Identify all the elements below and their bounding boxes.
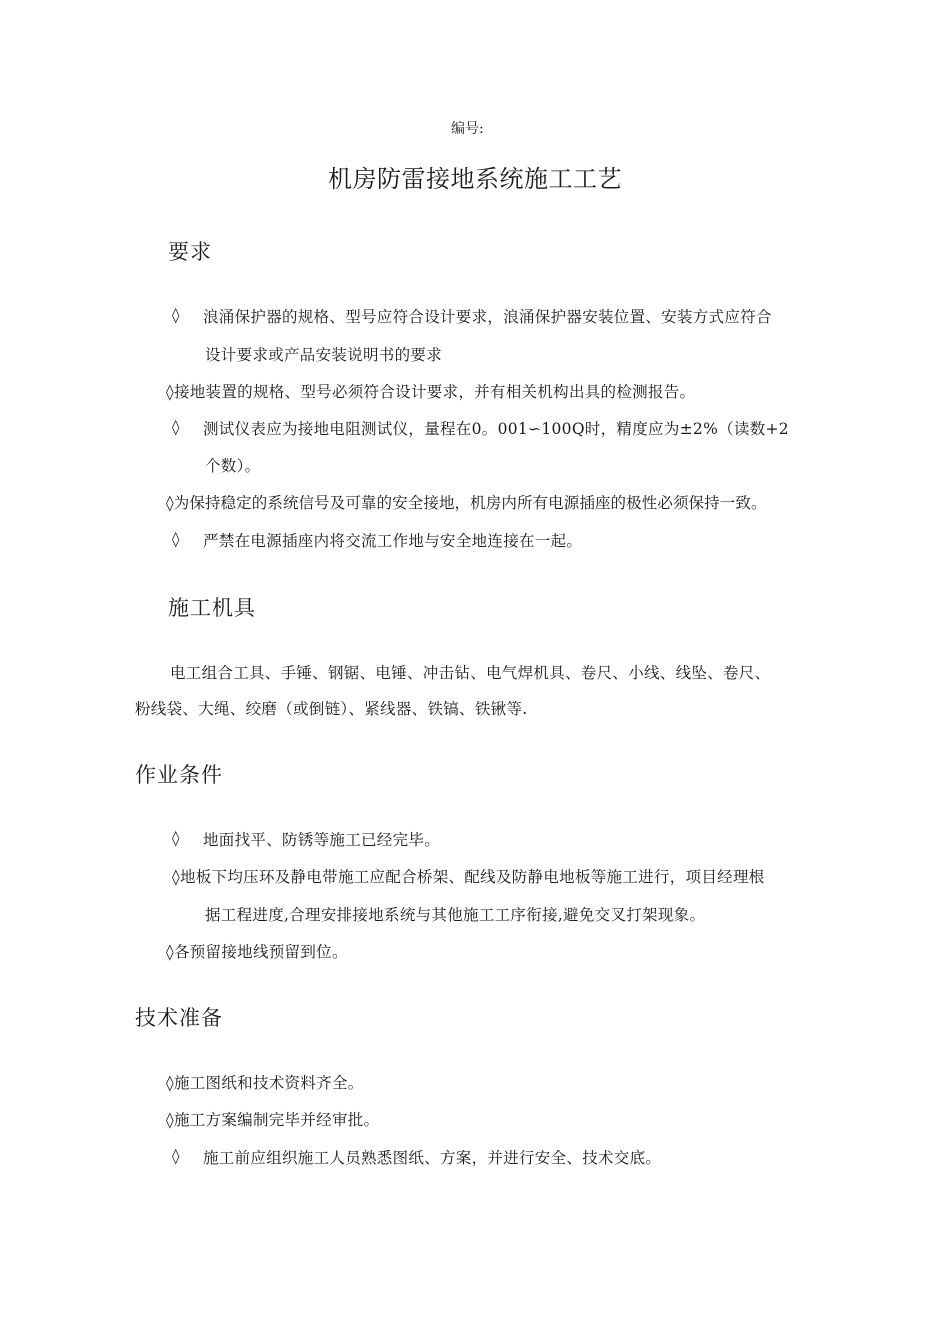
condition-item-3: ◊各预留接地线预留到位。 <box>166 943 348 961</box>
bullet-icon: ◊ <box>172 1147 180 1165</box>
bullet-icon: ◊ <box>172 306 180 324</box>
requirement-item-1-line-1: 浪涌保护器的规格、型号应符合设计要求，浪涌保护器安装位置、安装方式应符合 <box>203 308 772 326</box>
section-heading-tech-prep: 技术准备 <box>135 1006 223 1030</box>
tools-text-line-2: 粉线袋、大绳、绞磨（或倒链）、紧线器、铁镐、铁锹等. <box>135 700 528 718</box>
tech-prep-item-2: ◊施工方案编制完毕并经审批。 <box>166 1111 380 1129</box>
tech-prep-item-1: ◊施工图纸和技术资料齐全。 <box>166 1074 364 1092</box>
requirement-item-2: ◊接地装置的规格、型号必须符合设计要求，并有相关机构出具的检测报告。 <box>166 383 696 401</box>
document-number-label: 编号: <box>451 121 484 137</box>
requirement-item-5: 严禁在电源插座内将交流工作地与安全地连接在一起。 <box>203 532 583 550</box>
page-title: 机房防雷接地系统施工工艺 <box>328 165 622 193</box>
requirement-item-3-line-1: 测试仪表应为接地电阻测试仪，量程在0。001∽100Q时，精度应为±2%（读数+2 <box>203 420 789 438</box>
section-heading-tools: 施工机具 <box>168 596 256 620</box>
section-heading-conditions: 作业条件 <box>135 763 223 787</box>
requirement-item-1-line-2: 设计要求或产品安装说明书的要求 <box>205 346 443 364</box>
section-heading-requirements: 要求 <box>168 240 212 264</box>
bullet-icon: ◊ <box>172 418 180 436</box>
requirement-item-3-line-2: 个数）。 <box>205 457 261 475</box>
tech-prep-item-3: 施工前应组织施工人员熟悉图纸、方案，并进行安全、技术交底。 <box>203 1149 662 1167</box>
bullet-icon: ◊ <box>172 530 180 548</box>
condition-item-2-line-2: 据工程进度,合理安排接地系统与其他施工工序衔接,避免交叉打架现象。 <box>205 906 706 924</box>
bullet-icon: ◊ <box>172 829 180 847</box>
requirement-item-4: ◊为保持稳定的系统信号及可靠的安全接地，机房内所有电源插座的极性必须保持一致。 <box>166 494 767 512</box>
tools-text-line-1: 电工组合工具、手锤、钢锯、电锤、冲击钻、电气焊机具、卷尺、小线、线坠、卷尺、 <box>170 664 771 682</box>
condition-item-2-line-1: ◊地板下均压环及静电带施工应配合桥架、配线及防静电地板等施工进行，项目经理根 <box>172 868 765 886</box>
condition-item-1: 地面找平、防锈等施工已经完毕。 <box>203 831 441 849</box>
